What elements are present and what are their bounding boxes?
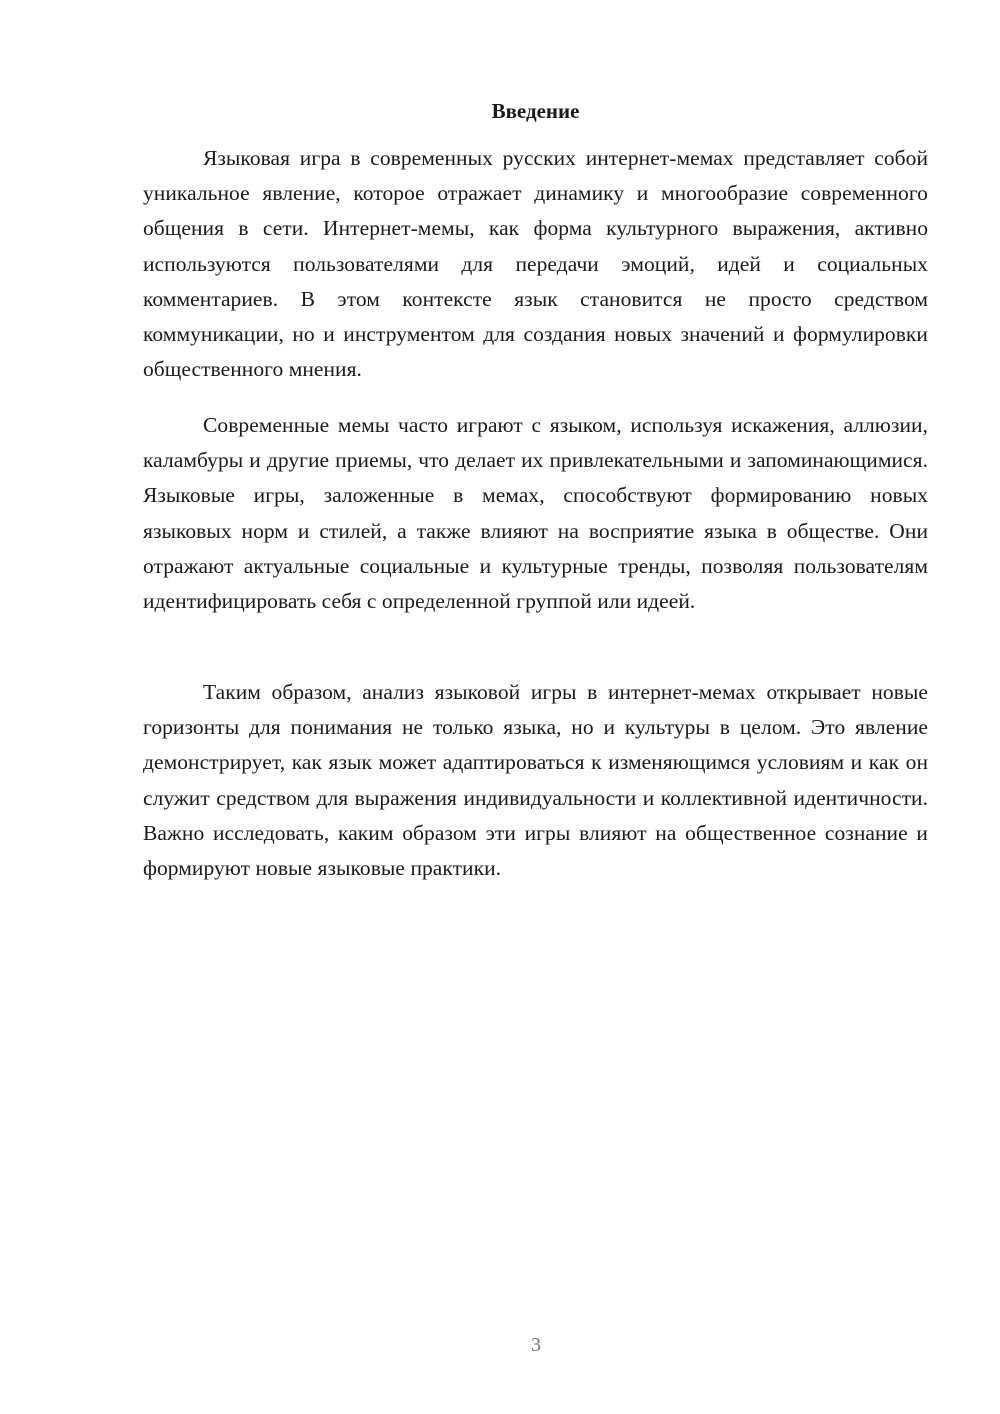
page-number: 3 bbox=[531, 1334, 541, 1356]
intro-paragraph-3: Таким образом, анализ языковой игры в интернет-мемах открывает новые горизонты для понимания не только языка, но и культуры в целом. Это явление демонстрирует, как язык может адаптироваться к изменяющимся условиям и как он служит средством для выражения индивидуальности и коллективной идентичности. Важно исследовать, каким образом эти игры влияют на общественное сознание и формируют новые языковые практики. bbox=[143, 680, 928, 881]
intro-paragraph-2: Современные мемы часто играют с языком, используя искажения, аллюзии, каламбуры и другие приемы, что делает их привлекательными и запоминающимися. Языковые игры, заложенные в мемах, способствуют формированию новых языковых норм и стилей, а также влияют на восприятие языка в обществе. Они отражают актуальные социальные и культурные тренды, позволяя пользователям идентифицировать себя с определенной группой или идеей. bbox=[143, 413, 928, 614]
section-title: Введение bbox=[491, 99, 580, 123]
intro-paragraph-1: Языковая игра в современных русских интернет-мемах представляет собой уникальное явление, которое отражает динамику и многообразие современного общения в сети. Интернет-мемы, как форма культурного выражения, активно используются пользователями для передачи эмоций, идей и социальных комментариев. В этом контексте язык становится не просто средством коммуникации, но и инструментом для создания новых значений и формулировки общественного мнения. bbox=[143, 146, 928, 382]
